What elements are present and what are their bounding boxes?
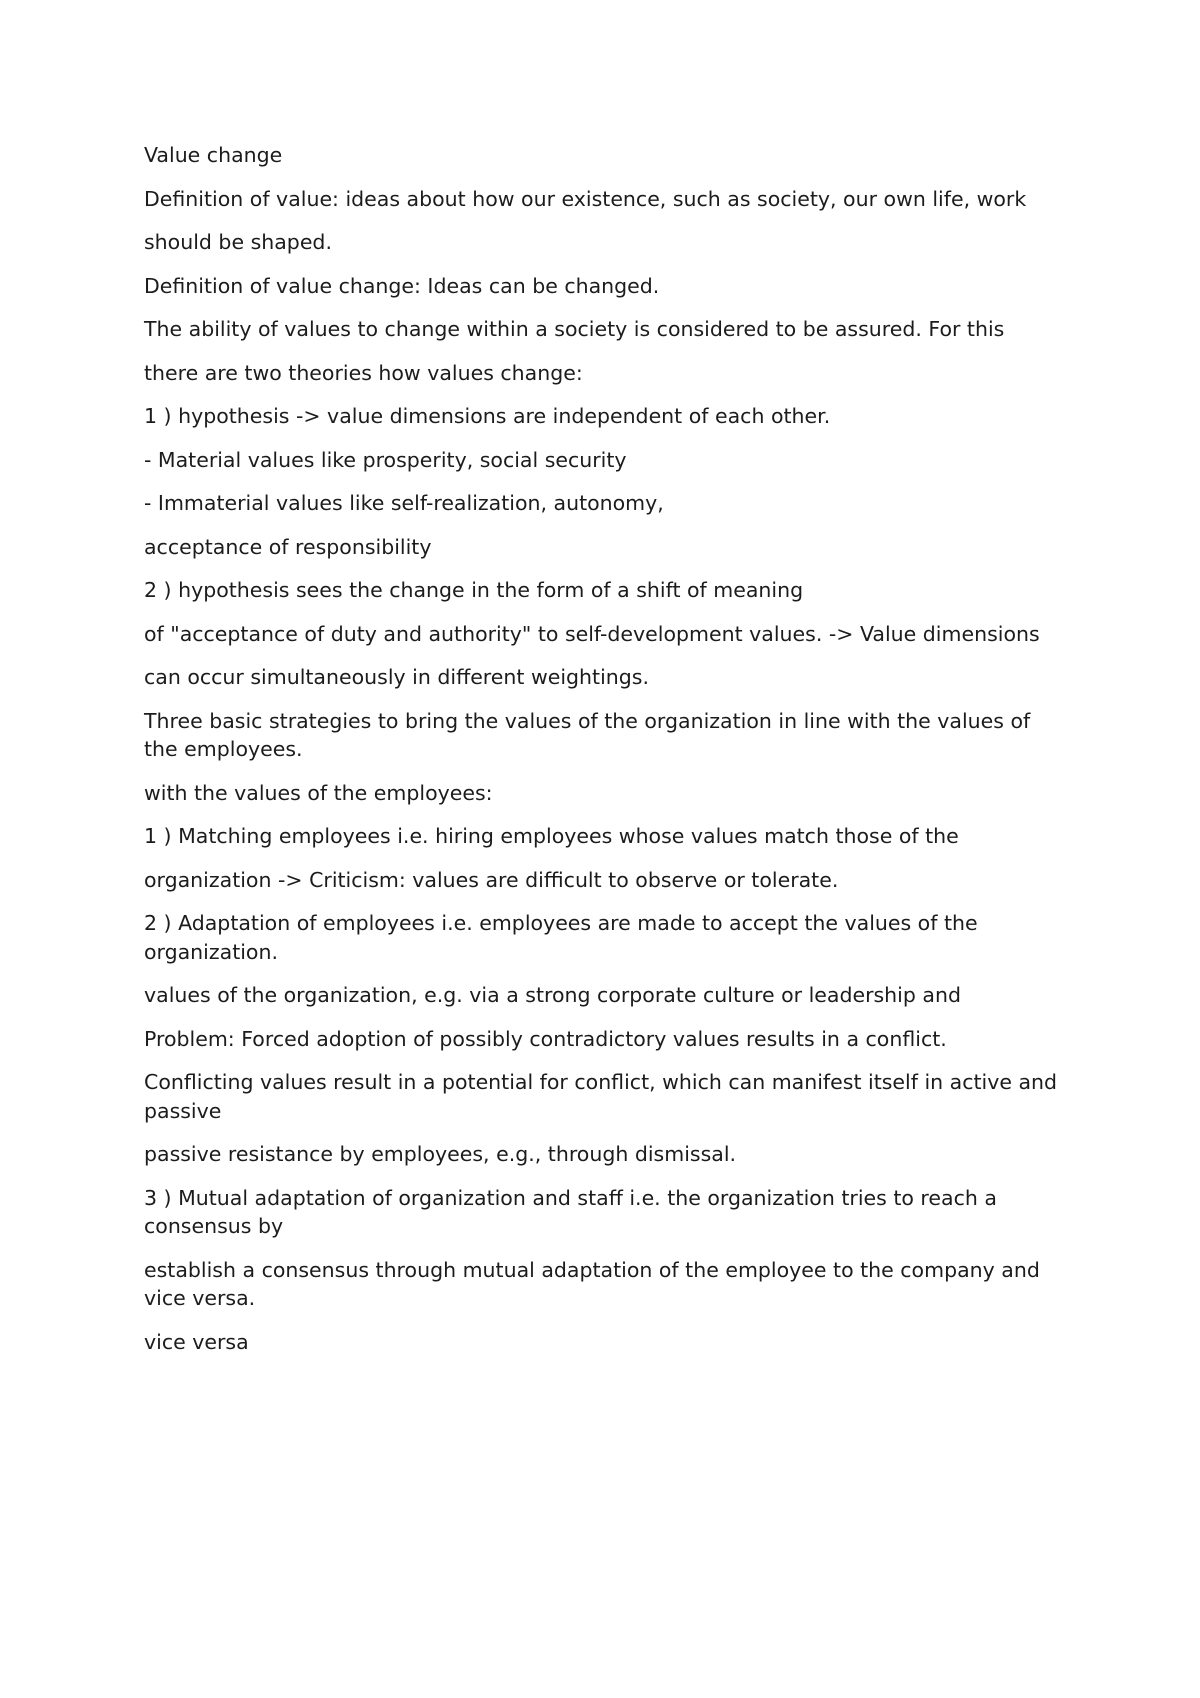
paragraph: Problem: Forced adoption of possibly contradictory values results in a conflict. — [144, 1026, 947, 1051]
paragraph: 1 ) Matching employees i.e. hiring employees whose values match those of the — [144, 824, 959, 848]
paragraph: 3 ) Mutual adaptation of organization and staff i.e. the organization tries to reach a consensus by — [144, 1185, 997, 1238]
paragraph: Conflicting values result in a potential for conflict, which can manifest itself in active and passive — [144, 1070, 1058, 1123]
paragraph: organization -> Criticism: values are difficult to observe or tolerate. — [144, 867, 839, 892]
paragraph: establish a consensus through mutual adaptation of the employee to the company and vice versa. — [144, 1257, 1040, 1310]
paragraph: there are two theories how values change: — [144, 360, 583, 385]
paragraph: Definition of value: ideas about how our existence, such as society, our own life, work — [144, 186, 1027, 211]
paragraph: should be shaped. — [144, 230, 332, 254]
paragraph: can occur simultaneously in different weightings. — [144, 665, 649, 689]
paragraph: The ability of values to change within a society is considered to be assured. For this — [144, 317, 1005, 341]
paragraph: - Material values like prosperity, social security — [144, 447, 627, 472]
paragraph: of "acceptance of duty and authority" to self-development values. -> Value dimensions — [144, 621, 1040, 646]
paragraph: Three basic strategies to bring the values of the organization in line with the values of the employees. — [144, 708, 1031, 761]
paragraph: passive resistance by employees, e.g., through dismissal. — [144, 1142, 737, 1166]
document-body — [144, 141, 1064, 1371]
paragraph: values of the organization, e.g. via a strong corporate culture or leadership and — [144, 983, 961, 1007]
document-title: Value change — [144, 143, 283, 167]
paragraph: 1 ) hypothesis -> value dimensions are independent of each other. — [144, 404, 831, 428]
paragraph: vice versa — [144, 1329, 249, 1354]
paragraph: with the values of the employees: — [144, 780, 493, 805]
paragraph: acceptance of responsibility — [144, 534, 432, 559]
paragraph: 2 ) hypothesis sees the change in the form of a shift of meaning — [144, 578, 804, 602]
paragraph: Definition of value change: Ideas can be changed. — [144, 273, 660, 298]
paragraph: - Immaterial values like self-realization, autonomy, — [144, 491, 664, 515]
paragraph: 2 ) Adaptation of employees i.e. employees are made to accept the values of the organization. — [144, 911, 978, 964]
